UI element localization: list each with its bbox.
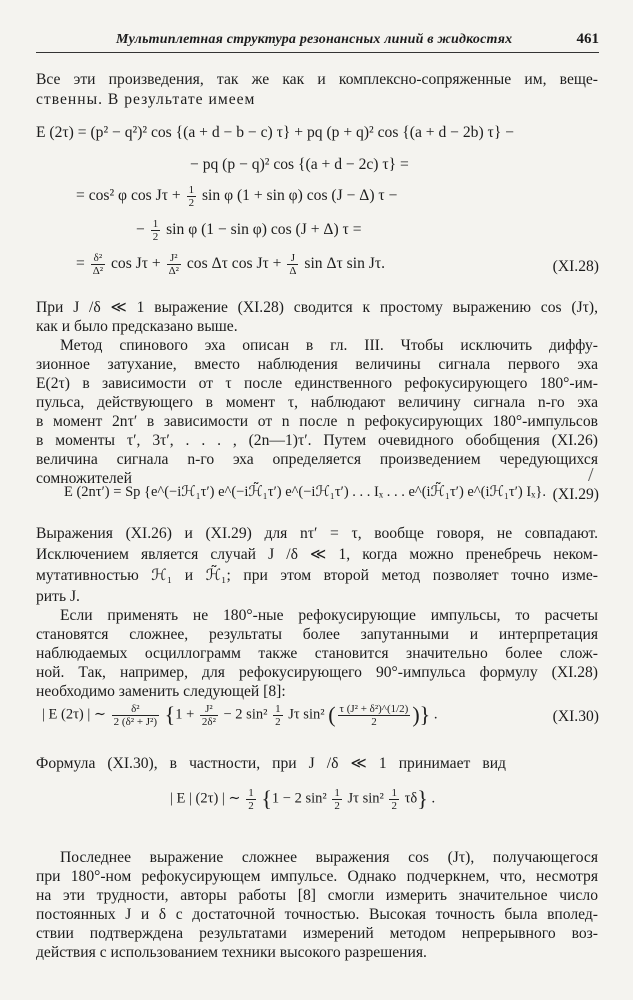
fraction: $\frac{\text{δ²}}{\text{2 (δ² + J²)}}$ <box>113 702 158 728</box>
text-line: Метод спинового эха описан в гл. III. Чтобы исключить диффу- <box>60 337 598 354</box>
text-line: Исключением является случай J /δ ≪ 1, когда можно пренебречь неком- <box>36 546 598 563</box>
running-header <box>36 30 599 53</box>
text-line: рить J. <box>36 588 80 605</box>
text-line: ственны. В результате имеем <box>36 91 256 108</box>
fraction: $\frac{1}{2}$ <box>334 786 340 812</box>
text-line: Если применять не 180°-ные рефокусирующие импульсы, то расчеты <box>60 607 598 624</box>
fraction: $\frac{\text{τ (J² + δ²)\textasciicircum{}(1/2)}}{2}$ <box>339 702 409 728</box>
fraction: $\frac{\text{J²}}{\text{2δ²}}$ <box>201 702 216 728</box>
text-line: Последнее выражение сложнее выражения cos (Jτ), получающегося <box>60 849 598 866</box>
fraction: $\frac{1}{2}$ <box>248 786 254 812</box>
text-line: в момент 2nτ′ в зависимости от n после n рефокусирующих 180°-импульсов <box>36 413 598 430</box>
equation-number: (XI.29) <box>552 486 599 503</box>
fraction: $\frac{\text{J²}}{\text{Δ²}}$ <box>168 252 179 277</box>
text-line: при 180°-ном рефокусирующем импульсе. Однако подчеркнем, что, несмотря <box>36 868 598 885</box>
fraction: $\frac{1}{2}$ <box>391 786 397 812</box>
text-line: пульса, действующего в момент τ, наблюдают величину сигнала n-го эха <box>36 394 598 411</box>
text-line: величина сигнала n-го эха определяется произведением чередующихся <box>36 451 598 468</box>
text-line: как и было предсказано выше. <box>36 318 238 335</box>
equation-number: (XI.30) <box>552 708 599 725</box>
page-number: 461 <box>576 31 599 47</box>
equation-line: | E | (2τ) | ∼ $\frac{1}{2}$ {1 − 2 sin² $\frac{1}{2}$ Jτ sin² $\frac{1}{2}$ τδ} . <box>170 786 436 812</box>
equation-line: E (2τ) = (p² − q²)² cos {(a + d − b − c) τ} + pq (p + q)² cos {(a + d − 2b) τ} − <box>36 124 514 141</box>
equation-line: − pq (p − q)² cos {(a + d − 2c) τ} = <box>190 156 409 173</box>
text-line: мутативностью ℋ₁ и ℋ̃₁; при этом второй метод позволяет точно изме- <box>36 567 598 584</box>
equation-line: − $\frac{1}{2}$ sin φ (1 − sin φ) cos (J + Δ) τ = <box>136 218 362 243</box>
text-line: наблюдаемых осциллограмм также становится значительно более слож- <box>36 645 598 662</box>
text-line: Формула (XI.30), в частности, при J /δ ≪ 1 принимает вид <box>36 755 506 772</box>
text-line: в моменты τ′, 3τ′, . . . , (2n—1)τ′. Путем очевидного обобщения (XI.26) <box>36 432 598 449</box>
fraction: $\frac{1}{2}$ <box>152 218 159 243</box>
equation-line: | E (2τ) | ∼ $\frac{\text{δ²}}{\text{2 (δ² + J²)}}$ {1 + $\frac{\text{J²}}{\text{2δ²}}$ − 2 sin² $\frac{1}{2}$ Jτ sin² ( $\frac{\text{τ (J² + δ²)\textasciicircum{}(1/2)}}{2}$ )} . <box>42 702 438 728</box>
equation-line: = $\frac{\text{δ²}}{\text{Δ²}}$ cos Jτ + $\frac{\text{J²}}{\text{Δ²}}$ cos Δτ cos Jτ + $\frac{J}{\Delta}$ sin Δτ sin Jτ. <box>76 252 385 277</box>
text-line: на эти трудности, авторы работы [8] смогли измерить значительное число <box>36 887 598 904</box>
text-line: ной. Так, например, для рефокусирующего 90°-импульса формулу (XI.28) <box>36 664 598 681</box>
text-line: становятся сложнее, результаты более запутанными и интерпретация <box>36 626 598 643</box>
fraction: $\frac{J}{\Delta}$ <box>289 252 297 277</box>
text-line: постоянных J и δ с достаточной точностью. Высокая точность была вполед- <box>36 906 598 923</box>
equation-line: E (2nτ′) = Sp {e^(−iℋ₁τ′) e^(−iℋ̃₁τ′) e^(−iℋ₁τ′) . . . Iₓ . . . e^(iℋ̃₁τ′) e^(iℋ₁τ′) Iₓ}. <box>64 484 546 500</box>
text-line: необходимо заменить следующей [8]: <box>36 683 286 700</box>
text-line: зионное затухание, вместо наблюдения величины сигнала первого эха <box>36 356 598 373</box>
text-line: ствии подтверждена результатами измерений методом непрерывного воз- <box>36 925 598 942</box>
fraction: $\frac{1}{2}$ <box>275 702 281 728</box>
text-line: Все эти произведения, так же как и комплексно-сопряженные им, веще- <box>36 71 598 88</box>
fraction: $\frac{\text{δ²}}{\text{Δ²}}$ <box>92 252 104 277</box>
text-line: Выражения (XI.26) и (XI.29) для nτ′ = τ, вообще говоря, не совпадают. <box>36 525 598 542</box>
fraction: $\frac{1}{2}$ <box>188 184 195 209</box>
text-line: действия с использованием техники высокого разрешения. <box>36 944 427 961</box>
running-title: Мультиплетная структура резонансных линий в жидкостях <box>116 32 513 47</box>
equation-number: (XI.28) <box>552 258 599 275</box>
text-line: E(2τ) в зависимости от τ после единственного рефокусирующего 180°-им- <box>36 375 598 392</box>
text-line: сомножителей <box>36 470 132 487</box>
equation-line: = cos² φ cos Jτ + $\frac{1}{2}$ sin φ (1 + sin φ) cos (J − Δ) τ − <box>76 184 398 209</box>
text-line: При J /δ ≪ 1 выражение (XI.28) сводится к простому выражению cos (Jτ), <box>36 299 598 316</box>
margin-mark: / <box>588 464 594 486</box>
